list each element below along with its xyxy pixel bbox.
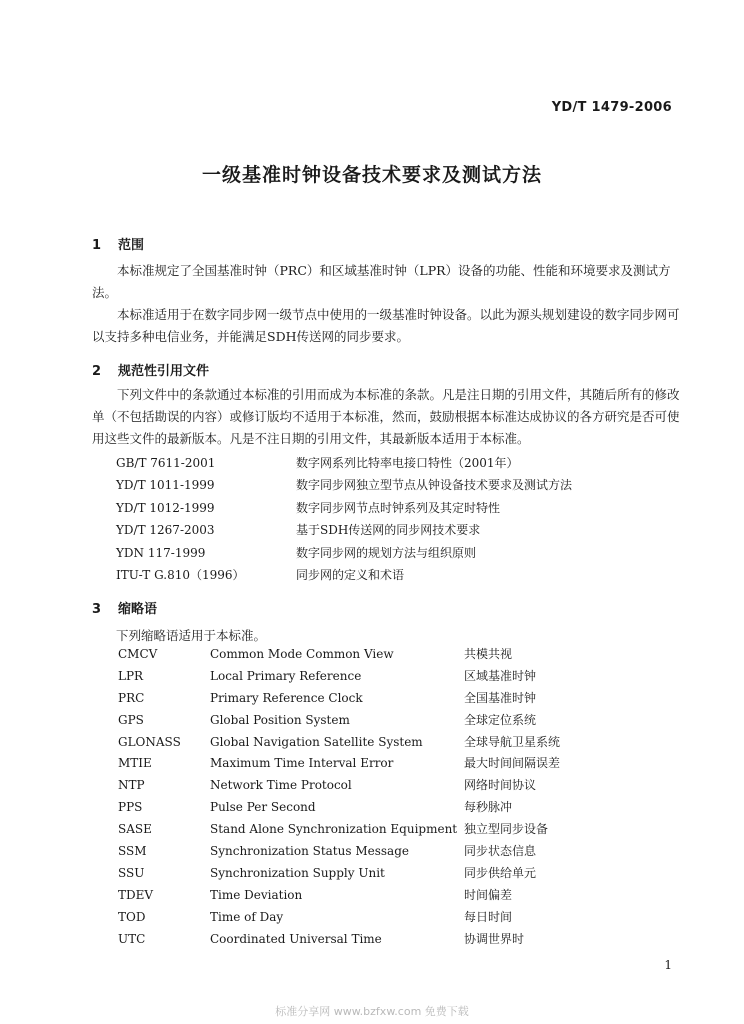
reference-code: YD/T 1011-1999 — [116, 478, 215, 493]
footer-watermark: 标准分享网 www.bzfxw.com 免费下载 — [275, 1005, 469, 1018]
abbreviation-chinese: 网络时间协议 — [464, 778, 537, 793]
document-title: 一级基准时钟设备技术要求及测试方法 — [201, 164, 542, 186]
reference-title: 数字同步网的规划方法与组织原则 — [296, 545, 477, 560]
abbreviation-english: Global Position System — [210, 712, 350, 727]
reference-row — [116, 474, 572, 496]
abbreviation-row — [118, 644, 560, 666]
reference-title: 数字同步网独立型节点从钟设备技术要求及测试方法 — [296, 478, 573, 493]
abbreviation-english: Time Deviation — [210, 887, 303, 902]
abbreviation-chinese: 同步状态信息 — [464, 844, 537, 859]
section-title: 范围 — [118, 238, 145, 253]
reference-row — [116, 497, 572, 519]
section-number: 2 — [92, 364, 102, 379]
abbreviation-chinese: 协调世界时 — [464, 931, 525, 946]
abbreviation: SSM — [118, 844, 147, 859]
reference-code: GB/T 7611-2001 — [116, 456, 216, 470]
reference-title: 数字同步网节点时钟系列及其定时特性 — [296, 500, 501, 515]
abbreviation-row — [118, 666, 560, 688]
abbreviation-row — [118, 797, 560, 819]
abbreviation-chinese: 同步供给单元 — [464, 865, 537, 880]
abbreviation: TDEV — [118, 887, 154, 902]
reference-row — [116, 452, 572, 474]
page-number: 1 — [664, 958, 672, 972]
abbreviation: SASE — [118, 822, 152, 837]
abbreviation-english: Global Navigation Satellite System — [210, 734, 423, 749]
abbreviation-row — [118, 907, 560, 929]
reference-list — [116, 452, 572, 586]
abbreviation: NTP — [118, 778, 145, 793]
standard-code: YD/T 1479-2006 — [551, 100, 672, 115]
abbreviation: UTC — [118, 931, 146, 946]
reference-title: 同步网的定义和术语 — [296, 567, 405, 582]
section-title: 缩略语 — [118, 602, 158, 617]
abbreviation-row — [118, 841, 560, 863]
reference-code: YD/T 1012-1999 — [116, 500, 215, 515]
section-2-paragraph: 下列文件中的条款通过本标准的引用而成为本标准的条款。凡是注日期的引用文件，其随后所有的修改单（不包括勘误的内容）或修订版均不适用于本标准，然而，鼓励根据本标准达成协议的各方研究是否可使用这些文件的最新版本。凡是不注日期的引用文件，其最新版本适用于本标准。 — [92, 387, 680, 446]
abbreviation-row — [118, 929, 560, 951]
section-title: 规范性引用文件 — [118, 364, 210, 379]
reference-row — [116, 519, 572, 541]
abbreviation-row — [118, 885, 560, 907]
abbreviation-english: Coordinated Universal Time — [210, 931, 382, 946]
section-1-paragraph-2: 本标准适用于在数字同步网一级节点中使用的一级基准时钟设备。以此为源头规划建设的数字同步网可以支持多种电信业务，并能满足SDH传送网的同步要求。 — [92, 307, 680, 344]
abbreviation: PRC — [118, 690, 145, 705]
reference-code: ITU-T G.810（1996） — [116, 567, 245, 582]
abbreviation-chinese: 全球定位系统 — [464, 712, 537, 727]
reference-title: 数字网系列比特率电接口特性（2001年） — [296, 456, 519, 470]
abbreviation-chinese: 区域基准时钟 — [464, 668, 537, 683]
abbreviation-chinese: 最大时间间隔误差 — [464, 756, 561, 771]
abbreviation-row — [118, 688, 560, 710]
abbreviation-row — [118, 753, 560, 775]
abbreviation-row — [118, 710, 560, 732]
abbreviation-english: Time of Day — [210, 909, 284, 924]
abbreviation-english: Maximum Time Interval Error — [210, 756, 394, 771]
abbreviation-english: Synchronization Status Message — [210, 844, 409, 859]
abbreviation-chinese: 全国基准时钟 — [464, 690, 537, 705]
section-3-heading — [92, 598, 157, 617]
abbreviation-english: Network Time Protocol — [210, 778, 352, 793]
abbreviation: CMCV — [118, 647, 158, 661]
section-2-heading — [92, 360, 209, 379]
abbreviation-chinese: 全球导航卫星系统 — [464, 734, 561, 749]
abbreviation: GPS — [118, 712, 144, 727]
abbreviation: SSU — [118, 865, 145, 880]
reference-code: YDN 117-1999 — [116, 545, 206, 560]
abbreviation-english: Pulse Per Second — [210, 800, 316, 815]
abbreviation-row — [118, 819, 560, 841]
reference-code: YD/T 1267-2003 — [116, 523, 215, 538]
abbreviation-chinese: 时间偏差 — [464, 887, 513, 902]
abbreviation: TOD — [118, 909, 146, 924]
abbreviation-english: Synchronization Supply Unit — [210, 865, 385, 880]
abbreviation: PPS — [118, 800, 143, 815]
abbreviation: LPR — [118, 668, 144, 683]
abbreviation: GLONASS — [118, 734, 181, 749]
reference-row — [116, 542, 572, 564]
abbreviation-intro: 下列缩略语适用于本标准。 — [116, 628, 267, 643]
abbreviation-english: Common Mode Common View — [210, 647, 394, 661]
abbreviation-chinese: 独立型同步设备 — [464, 822, 549, 837]
abbreviation-english: Local Primary Reference — [210, 668, 362, 683]
section-1-paragraph-1: 本标准规定了全国基准时钟（PRC）和区域基准时钟（LPR）设备的功能、性能和环境要求及测试方法。 — [92, 263, 671, 300]
abbreviation-row — [118, 732, 560, 754]
abbreviation: MTIE — [118, 756, 152, 771]
abbreviation-english: Stand Alone Synchronization Equipment — [210, 822, 458, 837]
section-number: 3 — [92, 602, 102, 617]
abbreviation-chinese: 每秒脉冲 — [464, 800, 513, 815]
abbreviation-row — [118, 775, 560, 797]
section-1-heading — [92, 234, 144, 253]
abbreviation-chinese: 共模共视 — [464, 647, 513, 661]
abbreviation-list — [118, 644, 560, 950]
section-number: 1 — [92, 238, 102, 253]
abbreviation-chinese: 每日时间 — [464, 909, 513, 924]
abbreviation-english: Primary Reference Clock — [210, 690, 363, 705]
reference-title: 基于SDH传送网的同步网技术要求 — [296, 523, 481, 538]
reference-row — [116, 564, 572, 586]
abbreviation-row — [118, 863, 560, 885]
